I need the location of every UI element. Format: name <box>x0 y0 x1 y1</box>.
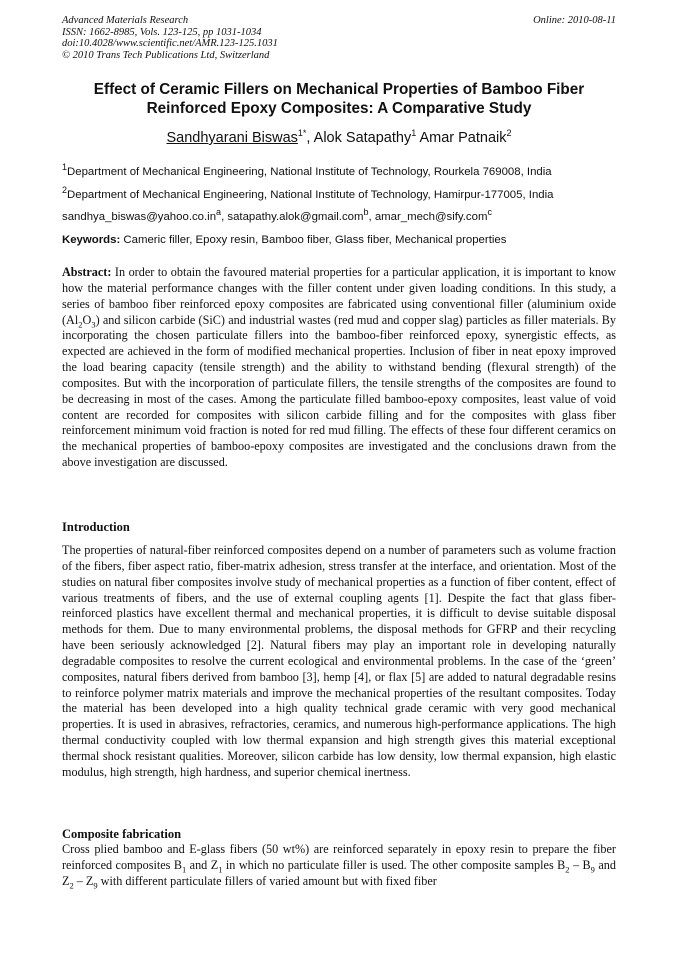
affiliation-2 <box>62 185 622 202</box>
author-1: Sandhyarani Biswas <box>166 130 298 146</box>
affiliation-2-sup: 2 <box>62 185 68 196</box>
affiliation-1-sup: 1 <box>62 162 68 173</box>
email-3[interactable]: , amar_mech@sify.com <box>368 211 488 223</box>
author-2: , Alok Satapathy <box>306 130 412 146</box>
doi-line: doi:10.4028/www.scientific.net/AMR.123-125.1031 <box>62 38 278 49</box>
abstract <box>62 265 616 471</box>
fab-sub-4: 9 <box>590 864 595 875</box>
fab-text-7: with different particulate fillers of varied amount but with fixed fiber <box>97 873 437 888</box>
journal-header <box>62 15 616 61</box>
fab-sub-3: 2 <box>565 864 570 875</box>
fab-text-2: and Z <box>186 857 219 872</box>
affiliation-1 <box>62 162 622 179</box>
affiliation-1-text: Department of Mechanical Engineering, National Institute of Technology, Rourkela 769008, India <box>67 166 552 178</box>
copyright-line: © 2010 Trans Tech Publications Ltd, Switzerland <box>62 49 270 61</box>
fab-sub-5: 2 <box>69 880 74 891</box>
fab-sub-2: 1 <box>218 864 223 875</box>
paper-title <box>62 81 616 118</box>
author-3: Amar Patnaik <box>416 130 507 146</box>
keywords <box>62 233 622 247</box>
journal-name: Advanced Materials Research <box>62 15 189 26</box>
issn-line: ISSN: 1662-8985, Vols. 123-125, pp 1031-1034 <box>62 26 262 38</box>
abstract-sub-1: 2 <box>78 318 83 329</box>
title-line-1: Effect of Ceramic Fillers on Mechanical Properties of Bamboo Fiber <box>93 81 585 98</box>
fab-text-1: Cross plied bamboo and E-glass fibers (50 wt%) are reinforced separately in epoxy resin to prepare the fiber reinforced composites B <box>62 842 616 872</box>
affiliation-2-text: Department of Mechanical Engineering, National Institute of Technology, Hamirpur-177005, India <box>67 189 554 201</box>
author-3-sup: 2 <box>506 128 512 139</box>
fab-sub-6: 9 <box>93 880 98 891</box>
email-2[interactable]: , satapathy.alok@gmail.com <box>221 211 364 223</box>
abstract-text-2: O <box>82 312 92 327</box>
email-3-sup: c <box>487 207 492 218</box>
author-1-sup: 1* <box>297 128 307 139</box>
abstract-text-3: ) and silicon carbide (SiC) and industrial wastes (red mud and copper slag) particles as filler materials. By incorporating the chosen particulate fillers into the bamboo-fiber reinforced epoxy, synergistic effects, as expected are achieved in the form of modified mechanical properties. Inclusion of fiber in neat epoxy improved the load bearing capacity (tensile strength) and the ability to withstand bending (flexural strength) of the composites. But with the incorporation of particulate fillers, the tensile strengths of the composites are found to be decreasing in most of the cases. Among the particulate filled bamboo-epoxy composites, least value of void content are recorded for composites with silicon carbide filling and for the composites with glass fiber reinforcement minimum void fraction is noted for red mud filling. The effects of these four different ceramics on the mechanical properties of bamboo-epoxy composites are investigated and the conclusions drawn from the above investigation are discussed. <box>62 312 616 470</box>
fab-text-6: – Z <box>73 873 94 888</box>
introduction-text: The properties of natural-fiber reinforced composites depend on a number of parameters such as volume fraction of the fibers, fiber aspect ratio, fiber-matrix adhesion, stress transfer at the interface, and orientation. Most of the studies on natural fiber composites involve study of mechanical properties as a function of fiber content, effect of various treatments of fibers, and the use of external coupling agents [1]. Despite the fact that glass fiber-reinforced plastics have excellent thermal and mechanical properties, it is difficult to devise suitable disposal methods for them. Due to many environmental problems, the disposal methods for GFRP and their recycling have been seriously acknowledged [2]. Natural fibers may play an important role in developing naturally degradable composites to resolve the current ecological and environmental problems. In the case of the ‘green’ composites, natural fibers derived from bamboo [3], hemp [4], or flax [5] are added to natural degradable resins to reinforce polymer matrix materials and improve the mechanical properties of the resultant composites. Today the material has been developed into a high quality technical grade ceramic with very good mechanical properties. It is used in abrasives, refractories, ceramics, and numerous high-performance applications. The high thermal conductivity coupled with low thermal expansion and high strength gives this material exceptional thermal shock resistant qualities. Moreover, silicon carbide has low density, low thermal expansion, high elastic modulus, high strength, high hardness, and superior chemical inertness. <box>62 543 616 779</box>
fabrication-text <box>62 842 616 890</box>
author-list <box>62 129 616 147</box>
fab-sub-1: 1 <box>181 864 187 875</box>
fab-text-4: – B <box>569 857 591 872</box>
fabrication-heading: Composite fabrication <box>62 827 182 841</box>
keywords-label: Keywords: <box>62 234 121 246</box>
abstract-text-1: In order to obtain the favoured material properties for a particular application, it is important to know how the material performance changes with the filler content under given loading conditions. In this study, a series of bamboo fiber reinforced epoxy composites are fabricated using conventional filler (aluminium oxide (Al <box>62 265 616 327</box>
fab-text-3: in which no particulate filler is used. The other composite samples B <box>222 857 566 872</box>
email-1-sup: a <box>216 207 222 218</box>
abstract-sub-2: 3 <box>91 318 96 329</box>
online-date: Online: 2010-08-11 <box>533 15 616 26</box>
abstract-label: Abstract: <box>62 265 112 279</box>
email-line <box>62 207 622 224</box>
fab-text-5: and Z <box>62 857 616 888</box>
title-line-2: Reinforced Epoxy Composites: A Comparative Study <box>146 99 532 117</box>
keywords-text: Cameric filler, Epoxy resin, Bamboo fiber, Glass fiber, Mechanical properties <box>120 234 507 246</box>
author-2-sup: 1 <box>411 128 417 139</box>
email-1[interactable]: sandhya_biswas@yahoo.co.in <box>62 211 217 223</box>
email-2-sup: b <box>363 207 369 218</box>
introduction-heading: Introduction <box>62 520 130 534</box>
